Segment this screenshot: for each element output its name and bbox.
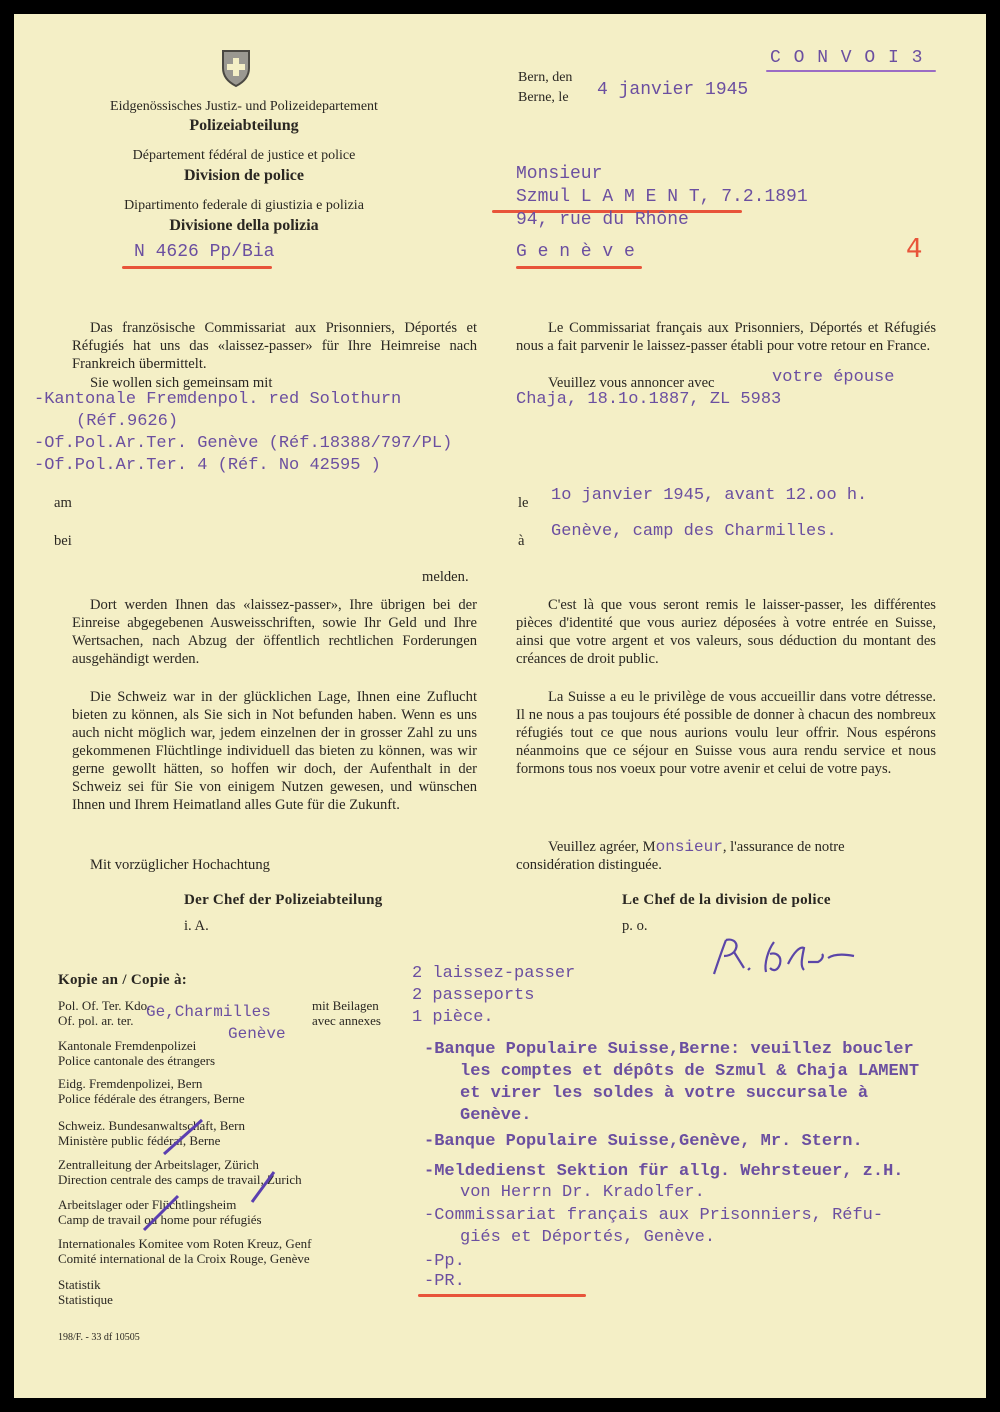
letter-page [14, 14, 986, 1398]
typed-monsieur: onsieur [655, 838, 723, 856]
copy-item-3: Kantonale Fremdenpolizei [58, 1038, 197, 1053]
copy-item-4: Police cantonale des étrangers [58, 1053, 216, 1068]
copy-item-13: Internationales Komitee vom Roten Kreuz, Genf [58, 1236, 312, 1251]
letter-date: 4 janvier 1945 [597, 80, 749, 100]
distribution-3a: -Meldedienst Sektion für allg. Wehrsteuer, z.H. [424, 1162, 904, 1181]
strike-marks [124, 1114, 324, 1234]
convoi-label: C O N V O I 3 [770, 48, 924, 68]
red-underline [122, 266, 272, 269]
typed-authority-1: -Kantonale Fremdenpol. red Solothurn [34, 390, 402, 409]
announce-label: Veuillez vous annoncer avec [548, 375, 715, 391]
copy-item-6: Police fédérale des étrangers, Berne [58, 1091, 245, 1106]
recipient-street: 94, rue du Rhône [516, 210, 689, 230]
distribution-4b: giés et Déportés, Genève. [460, 1228, 716, 1247]
copy-item-12: Camp de travail ou home pour réfugiés [58, 1212, 262, 1227]
reference-number: N 4626 Pp/Bia [134, 242, 275, 262]
copy-item-14: Comité international de la Croix Rouge, Genève [58, 1251, 310, 1266]
typed-appointment-place: Genève, camp des Charmilles. [551, 522, 837, 541]
dept-name-fr: Département fédéral de justice et police [132, 148, 356, 163]
distribution-1c: et virer les soldes à votre succursale à [460, 1084, 869, 1103]
swiss-coat-of-arms-icon [220, 48, 252, 88]
label-le: le [518, 495, 529, 511]
copy-item-10: Direction centrale des camps de travail, Zurich [58, 1172, 302, 1187]
enclosure-3: 1 pièce. [412, 1008, 494, 1027]
copy-item-16: Statistique [58, 1292, 113, 1307]
typed-reference-1: (Réf.9626) [76, 412, 179, 431]
copy-item-15: Statistik [58, 1277, 101, 1292]
beilagen-label: mit Beilagen [312, 998, 379, 1013]
distribution-6: -PR. [424, 1272, 465, 1291]
form-number: 198/F. - 33 df 10505 [58, 1332, 140, 1343]
distribution-1d: Genève. [460, 1106, 532, 1125]
copy-item-5: Eidg. Fremdenpolizei, Bern [58, 1076, 203, 1091]
typed-spouse-details: Chaja, 18.1o.1887, ZL 5983 [516, 390, 782, 409]
label-melden: melden. [422, 569, 469, 585]
division-name-fr: Division de police [183, 167, 304, 184]
agree-suffix: , l'assurance de notre [722, 839, 845, 855]
copy-item-7: Schweiz. Bundesanwaltschaft, Bern [58, 1118, 246, 1133]
copy-item-9: Zentralleitung der Arbeitslager, Zürich [58, 1157, 259, 1172]
typed-spouse: votre épouse [772, 368, 895, 387]
chief-title-de: Der Chef der Polizeiabteilung [184, 892, 383, 908]
intro-paragraph-de: Das französische Commissariat aux Prisonniers, Déportés et Réfugiés hat uns das «laissez-passer» für Ihre Heimreise nach Frankreich übermittelt. [72, 320, 477, 372]
label-bei: bei [54, 533, 72, 549]
distribution-1a: -Banque Populaire Suisse,Berne: veuillez boucler [424, 1040, 914, 1059]
closing-de: Mit vorzüglicher Hochachtung [90, 857, 270, 873]
agree-prefix: Veuillez agréer, M [548, 839, 656, 855]
distribution-5: -Pp. [424, 1252, 465, 1271]
distribution-1b: les comptes et dépôts de Szmul & Chaja LAMENT [460, 1062, 920, 1081]
copies-heading: Kopie an / Copie à: [58, 972, 188, 988]
dept-name-de: Eidgenössisches Justiz- und Polizeidepartement [110, 99, 378, 114]
ia-label: i. A. [184, 918, 209, 934]
copy-item-2: Of. pol. ar. ter. [58, 1013, 134, 1028]
typed-authority-2: -Of.Pol.Ar.Ter. Genève (Réf.18388/797/PL) [34, 434, 453, 453]
annexes-label: avec annexes [312, 1013, 381, 1028]
label-a: à [518, 533, 525, 549]
typed-copy-place-2: Genève [228, 1025, 286, 1043]
red-underline [516, 266, 642, 269]
typed-copy-place-1: Ge,Charmilles [146, 1003, 271, 1021]
typed-appointment-date: 1o janvier 1945, avant 12.oo h. [551, 486, 868, 505]
division-name-it: Divisione della polizia [169, 217, 319, 234]
recipient-name: Szmul L A M E N T, 7.2.1891 [516, 187, 808, 207]
intro-paragraph-fr: Le Commissariat français aux Prisonniers, Déportés et Réfugiés nous a fait parvenir le laissez-passer établi pour votre retour en France. [516, 320, 936, 354]
enclosure-2: 2 passeports [412, 986, 535, 1005]
chief-title-fr: Le Chef de la division de police [622, 892, 831, 908]
red-underline [418, 1294, 586, 1297]
dept-name-it: Dipartimento federale di giustizia e polizia [124, 198, 364, 213]
margin-mark: 4 [906, 234, 923, 264]
distribution-2: -Banque Populaire Suisse,Genève, Mr. Stern. [424, 1132, 863, 1151]
agree-line-2: considération distinguée. [516, 857, 662, 873]
po-label: p. o. [622, 918, 648, 934]
agree-line-1 [548, 838, 845, 856]
paragraph-3-fr: La Suisse a eu le privilège de vous accueillir dans votre détresse. Il ne nous a pas toujours été possible de donner à chacun des nombreux réfugiés tout ce que nous aurions voulu leur offrir. Nous espérons néanmoins que ce séjour en Suisse vous aura rendu service et nous formons tous nos voeux pour votre avenir et celui de votre pays. [516, 689, 936, 777]
label-am: am [54, 495, 72, 511]
enclosure-1: 2 laissez-passer [412, 964, 576, 983]
melden-intro: Sie wollen sich gemeinsam mit [90, 375, 273, 391]
recipient-salutation: Monsieur [516, 164, 603, 184]
copy-item-11: Arbeitslager oder Flüchtlingsheim [58, 1197, 237, 1212]
typed-authority-3: -Of.Pol.Ar.Ter. 4 (Réf. No 42595 ) [34, 456, 381, 475]
convoi-underline [766, 70, 936, 72]
copy-item-1: Pol. Of. Ter. Kdo. [58, 998, 151, 1013]
paragraph-2-de: Dort werden Ihnen das «laissez-passer», Ihre übrigen bei der Einreise abgegebenen Ausweisschriften, sowie Ihr Geld und Ihre Wertsachen, nach Abzug der öffentlich rechtlichen Forderungen ausgehändigt werden. [72, 597, 477, 667]
paragraph-2-fr: C'est là que vous seront remis le laisser-passer, les différentes pièces d'identité que vous auriez déposées à votre entrée en Suisse, ainsi que votre argent et vos valeurs, sous déduction du montant des créances de droit public. [516, 597, 936, 667]
copy-item-8: Ministère public fédéral, Berne [58, 1133, 221, 1148]
distribution-3b: von Herrn Dr. Kradolfer. [460, 1183, 705, 1202]
place-fr: Berne, le [518, 90, 569, 105]
place-de: Bern, den [518, 70, 573, 85]
recipient-city: G e n è v e [516, 242, 635, 262]
division-name-de: Polizeiabteilung [189, 117, 299, 134]
paragraph-3-de: Die Schweiz war in der glücklichen Lage, Ihnen eine Zuflucht bieten zu können, als Sie sich in Not befunden haben. Wenn es uns auch nicht möglich war, jedem einzelnen der in grosser Zahl zu uns gekommenen Flüchtlinge individuell das bieten zu können, was wir gerne gewollt hätten, so hoffen wir doch, der Aufenthalt in der Schweiz sei für Sie von einigem Nutzen gewesen, und wünschen Ihnen und Ihrem Heimatland alles Gute für die Zukunft. [72, 689, 477, 813]
distribution-4a: -Commissariat français aux Prisonniers, Réfu- [424, 1206, 884, 1225]
signature [704, 932, 884, 982]
